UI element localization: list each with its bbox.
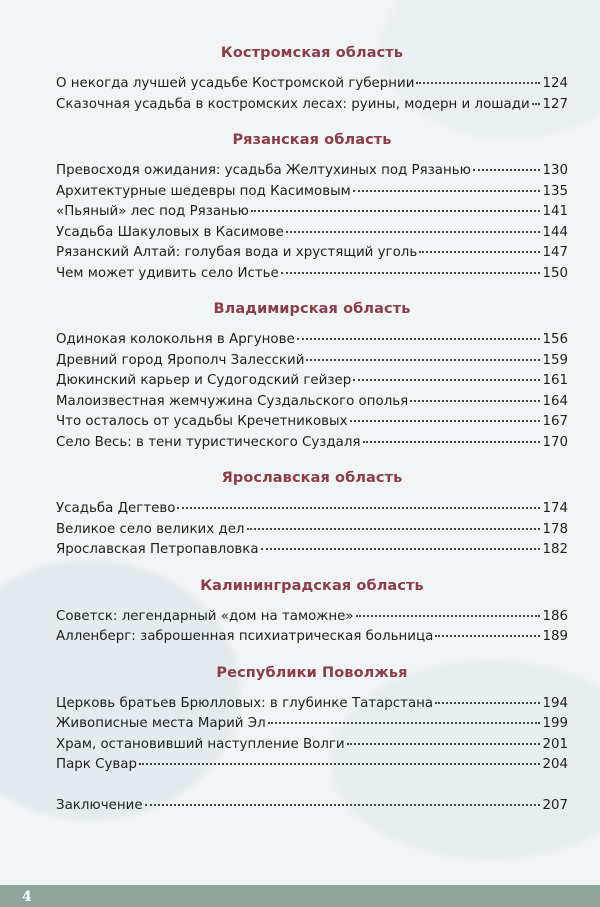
toc-entry-title: Что осталось от усадьбы Кречетниковых: [56, 414, 348, 429]
leader-dots: [532, 103, 541, 105]
leader-dots: [473, 169, 541, 171]
section-title: Владимирская область: [213, 301, 411, 317]
toc-entry-page: 147: [542, 245, 568, 260]
toc-entry-page: 199: [542, 716, 568, 731]
toc-entry-title: О некогда лучшей усадьбе Костромской губернии: [56, 76, 415, 91]
toc-entry-title: Архитектурные шедевры под Касимовым: [56, 183, 351, 199]
toc-entry[interactable]: [56, 161, 568, 182]
toc-entry[interactable]: [56, 735, 568, 756]
leader-dots: [419, 251, 540, 253]
toc-entry-title: Дюкинский карьер и Судогодский гейзер: [56, 373, 352, 388]
leader-dots: [356, 615, 541, 617]
toc-entry[interactable]: [56, 264, 568, 285]
footer-bar: [0, 885, 600, 907]
toc-entry-title: Алленберг: заброшенная психиатрическая больница: [56, 629, 434, 644]
leader-dots: [297, 338, 541, 340]
toc-entry-page: 156: [542, 332, 568, 347]
leader-dots: [268, 722, 541, 724]
toc-entry-title: Великое село великих дел: [56, 521, 245, 537]
toc-entry-page: 167: [542, 414, 568, 429]
toc-section: [56, 660, 568, 776]
toc-entry-page: 207: [542, 797, 568, 813]
leader-dots: [347, 743, 541, 745]
toc-sections: [56, 40, 568, 776]
toc-entry-page: 159: [542, 352, 568, 368]
toc-section: [56, 573, 568, 648]
toc-entry[interactable]: [56, 351, 568, 372]
leader-dots: [286, 231, 541, 233]
section-title: Костромская область: [220, 45, 404, 61]
leader-dots: [261, 548, 541, 550]
toc-entry[interactable]: [56, 243, 568, 264]
toc-entry-title: Малоизвестная жемчужина Суздальского ополья: [56, 393, 409, 409]
leader-dots: [353, 190, 541, 192]
toc-entry-page: 127: [542, 96, 568, 112]
toc-section: [56, 40, 568, 115]
leader-dots: [251, 210, 540, 212]
toc-entry-page: 170: [542, 434, 568, 450]
toc-entry-title: Рязанский Алтай: голубая вода и хрустящий уголь: [56, 245, 418, 260]
toc-entry[interactable]: [56, 714, 568, 735]
toc-entry-title: Сказочная усадьба в костромских лесах: руины, модерн и лошади: [56, 96, 530, 112]
toc-entry-title: Советск: легендарный «дом на таможне»: [56, 608, 354, 624]
toc-entry-conclusion[interactable]: [56, 796, 568, 817]
toc-entry-title: Храм, остановивший наступление Волги: [56, 736, 345, 752]
leader-dots: [139, 763, 540, 765]
toc-entry-title: Ярославская Петропавловка: [56, 542, 259, 557]
table-of-contents: [56, 40, 568, 816]
toc-entry-title: Усадьба Шакуловых в Касимове: [56, 224, 284, 240]
toc-entry-title: Село Весь: в тени туристического Суздаля: [56, 434, 361, 450]
toc-entry-title: Превосходя ожидания: усадьба Желтухиных под Рязанью: [56, 163, 471, 178]
toc-entry-page: 174: [542, 501, 568, 516]
toc-entry-page: 144: [542, 224, 568, 240]
toc-entry[interactable]: [56, 755, 568, 776]
toc-entry-title: Церковь братьев Брюлловых: в глубинке Татарстана: [56, 695, 434, 711]
section-title: Калининградская область: [200, 577, 424, 594]
section-title: Рязанская область: [232, 132, 392, 148]
toc-entry[interactable]: [56, 182, 568, 203]
toc-entry-title: Чем может удивить село Истье: [56, 265, 279, 281]
toc-entry-title: Усадьба Дегтево: [56, 501, 176, 516]
toc-entry[interactable]: [56, 392, 568, 413]
leader-dots: [353, 379, 540, 381]
toc-entry[interactable]: [56, 223, 568, 244]
leader-dots: [145, 804, 541, 806]
toc-entry-page: 186: [542, 608, 568, 624]
toc-entry[interactable]: [56, 607, 568, 628]
toc-entry-page: 182: [542, 542, 568, 557]
leader-dots: [435, 702, 540, 704]
toc-entry-page: 150: [542, 265, 568, 281]
toc-entry[interactable]: [56, 540, 568, 561]
leader-dots: [247, 528, 541, 530]
leader-dots: [281, 272, 541, 274]
toc-entry-page: 164: [542, 393, 568, 409]
toc-entry[interactable]: [56, 330, 568, 351]
leader-dots: [350, 420, 541, 422]
toc-entry-page: 178: [542, 521, 568, 537]
toc-entry-page: 135: [542, 183, 568, 199]
leader-dots: [410, 400, 540, 402]
toc-entry-page: 130: [542, 163, 568, 178]
toc-entry-page: 189: [542, 629, 568, 644]
toc-entry-title: Древний город Ярополч Залесский: [56, 352, 305, 368]
toc-entry-page: 194: [542, 695, 568, 711]
toc-entry-page: 204: [542, 757, 568, 772]
leader-dots: [177, 507, 540, 509]
toc-entry[interactable]: [56, 74, 568, 95]
toc-entry-page: 201: [542, 736, 568, 752]
leader-dots: [416, 82, 540, 84]
toc-entry-title: Живописные места Марий Эл: [56, 716, 266, 731]
toc-entry-title: Одинокая колокольня в Аргунове: [56, 332, 295, 347]
toc-entry[interactable]: [56, 520, 568, 541]
page-number: 4: [22, 889, 32, 905]
toc-entry-title: «Пьяный» лес под Рязанью: [56, 204, 249, 219]
leader-dots: [435, 635, 540, 637]
toc-entry[interactable]: [56, 499, 568, 520]
toc-section: [56, 296, 568, 453]
toc-entry[interactable]: [56, 694, 568, 715]
leader-dots: [363, 441, 541, 443]
toc-entry-page: 124: [542, 76, 568, 91]
toc-entry-title: Парк Сувар: [56, 757, 137, 772]
toc-entry[interactable]: [56, 202, 568, 223]
toc-entry-page: 161: [542, 373, 568, 388]
section-title: Республики Поволжья: [216, 664, 408, 681]
toc-entry-title: Заключение: [56, 797, 143, 813]
toc-entry[interactable]: [56, 412, 568, 433]
toc-entry[interactable]: [56, 627, 568, 648]
toc-entry[interactable]: [56, 371, 568, 392]
toc-section: [56, 465, 568, 561]
toc-section: [56, 127, 568, 284]
section-title: Ярославская область: [221, 470, 403, 486]
toc-entry[interactable]: [56, 433, 568, 454]
leader-dots: [306, 359, 540, 361]
toc-entry-page: 141: [542, 204, 568, 219]
toc-entry[interactable]: [56, 95, 568, 116]
